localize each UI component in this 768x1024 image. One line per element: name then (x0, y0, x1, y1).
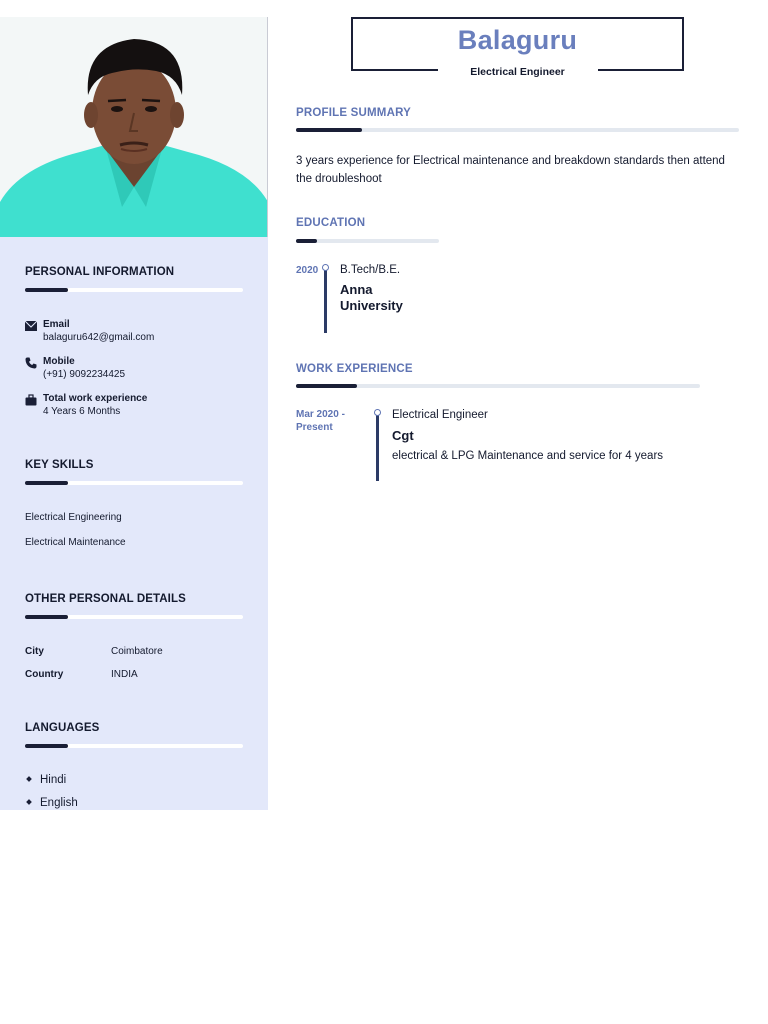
languages-bar (25, 744, 243, 748)
city-label: City (25, 646, 44, 657)
email-label: Email (43, 319, 70, 330)
education-timeline-line (324, 268, 327, 333)
envelope-icon (25, 320, 37, 332)
timeline-node (374, 409, 381, 416)
personal-info-bar (25, 288, 243, 292)
language-label: English (40, 797, 78, 809)
key-skills-bar (25, 481, 243, 485)
profile-photo-illustration (0, 17, 268, 237)
candidate-role: Electrical Engineer (470, 66, 565, 78)
language-item (25, 774, 66, 786)
country-label: Country (25, 669, 64, 680)
profile-summary-text: 3 years experience for Electrical maintenance and breakdown standards then attend the droubleshoot (296, 155, 725, 185)
education-institution: Anna University (340, 282, 403, 313)
other-details-bar (25, 615, 243, 619)
education-year: 2020 (296, 265, 319, 276)
experience-label: Total work experience (43, 393, 148, 404)
language-label: Hindi (40, 774, 67, 786)
work-experience-bar (296, 384, 700, 388)
country-value: INDIA (111, 669, 138, 680)
education-heading: EDUCATION (296, 217, 366, 229)
city-value: Coimbatore (111, 646, 163, 657)
profile-summary-heading: PROFILE SUMMARY (296, 107, 412, 119)
language-item (25, 797, 78, 809)
other-details-heading: OTHER PERSONAL DETAILS (25, 593, 186, 605)
education-bar (296, 239, 439, 243)
email-value: balaguru642@gmail.com (43, 332, 155, 343)
bullet-icon (26, 799, 32, 805)
key-skills-heading: KEY SKILLS (25, 459, 94, 471)
phone-icon (25, 357, 37, 369)
briefcase-icon (25, 394, 37, 406)
languages-heading: LANGUAGES (25, 722, 100, 734)
work-timeline-line (376, 413, 379, 481)
profile-summary-bar (296, 128, 739, 132)
timeline-node (322, 264, 329, 271)
work-title: Electrical Engineer (392, 409, 488, 421)
work-company: Cgt (392, 428, 414, 443)
mobile-label: Mobile (43, 356, 75, 367)
experience-value: 4 Years 6 Months (43, 406, 121, 417)
candidate-name: Balaguru (457, 25, 578, 55)
work-description: electrical & LPG Maintenance and service for 4 years (392, 450, 664, 462)
education-degree: B.Tech/B.E. (340, 264, 401, 276)
name-header (351, 17, 684, 78)
profile-photo (0, 17, 268, 237)
personal-info-heading: PERSONAL INFORMATION (25, 266, 175, 278)
mobile-value: (+91) 9092234425 (43, 369, 126, 380)
work-experience-heading: WORK EXPERIENCE (296, 363, 413, 375)
bullet-icon (26, 776, 32, 782)
work-period: Mar 2020 - Present (296, 409, 345, 433)
skill-item: Electrical Engineering (25, 512, 122, 523)
skill-item: Electrical Maintenance (25, 537, 126, 548)
